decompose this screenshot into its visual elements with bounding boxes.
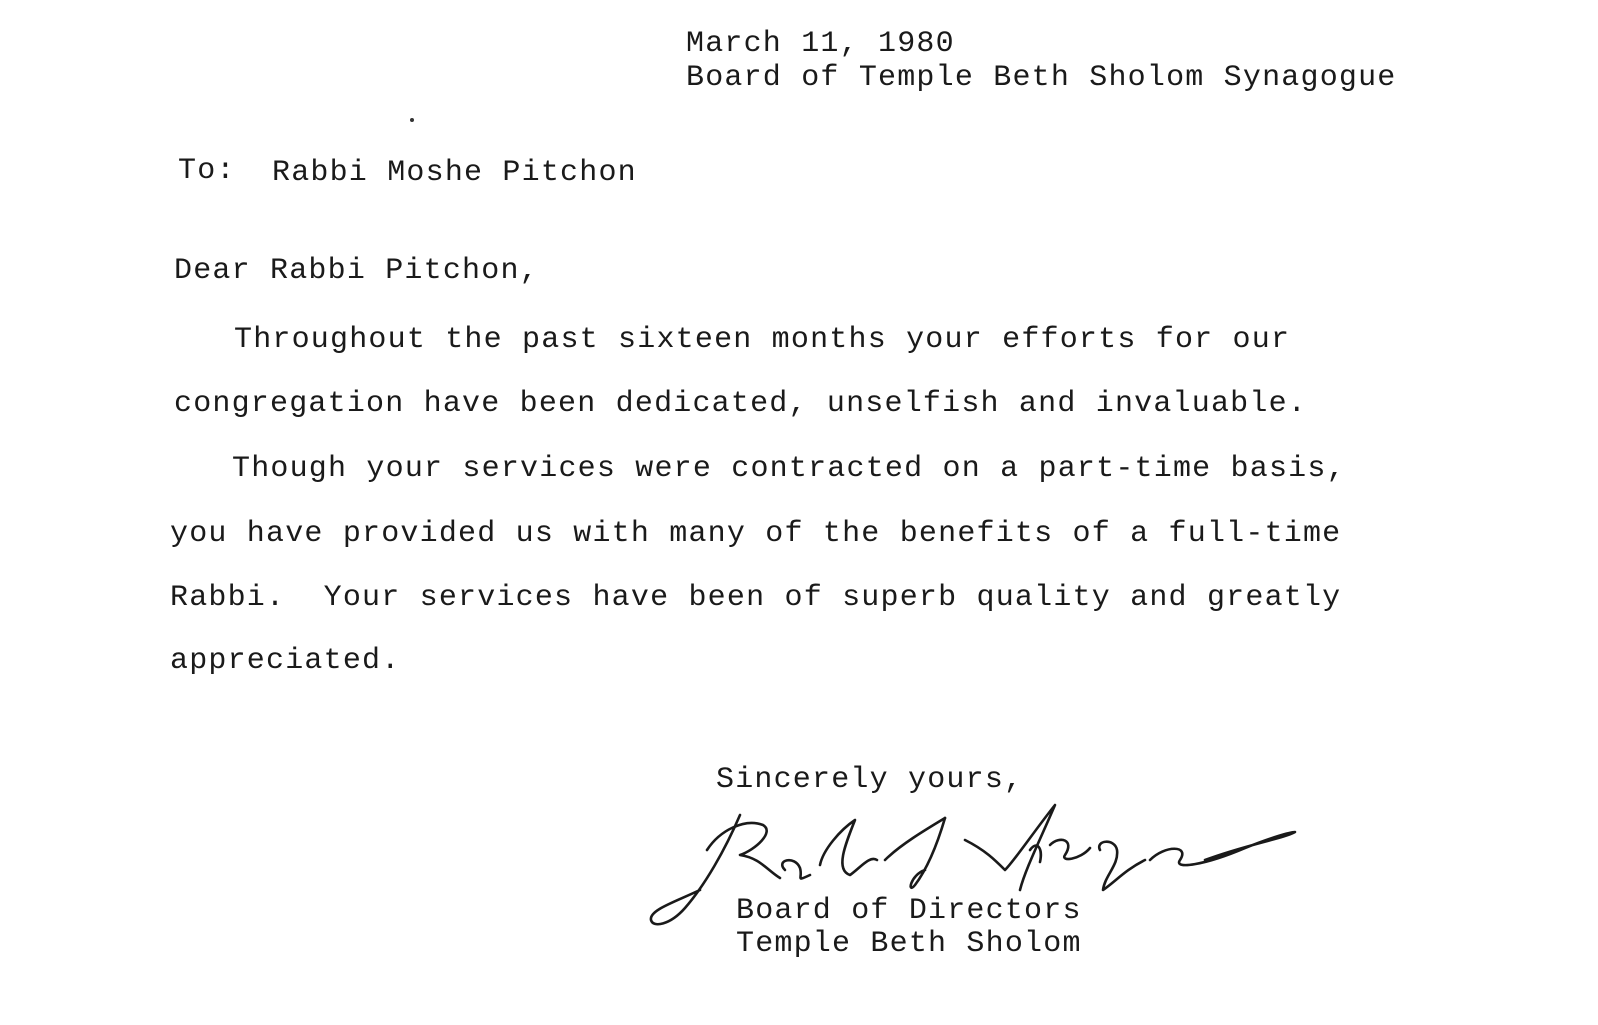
body-line: Rabbi. Your services have been of superb quality and greatly	[170, 581, 1342, 615]
signature-line: Board of Directors	[736, 894, 1082, 928]
letter-sender: Board of Temple Beth Sholom Synagogue	[686, 61, 1397, 95]
letter-date: March 11, 1980	[686, 27, 955, 61]
body-line: Throughout the past sixteen months your efforts for our	[234, 323, 1291, 357]
signature-line: Temple Beth Sholom	[736, 927, 1082, 961]
body-line: you have provided us with many of the benefits of a full-time	[170, 517, 1342, 551]
body-line: Though your services were contracted on a part-time basis,	[232, 452, 1346, 486]
body-line: appreciated.	[170, 644, 401, 678]
body-line: congregation have been dedicated, unselfish and invaluable.	[174, 387, 1307, 421]
closing: Sincerely yours,	[716, 763, 1024, 797]
recipient-name: Rabbi Moshe Pitchon	[272, 156, 637, 190]
recipient-label: To:	[178, 154, 236, 188]
salutation: Dear Rabbi Pitchon,	[174, 254, 539, 288]
paper-speck	[410, 118, 414, 122]
